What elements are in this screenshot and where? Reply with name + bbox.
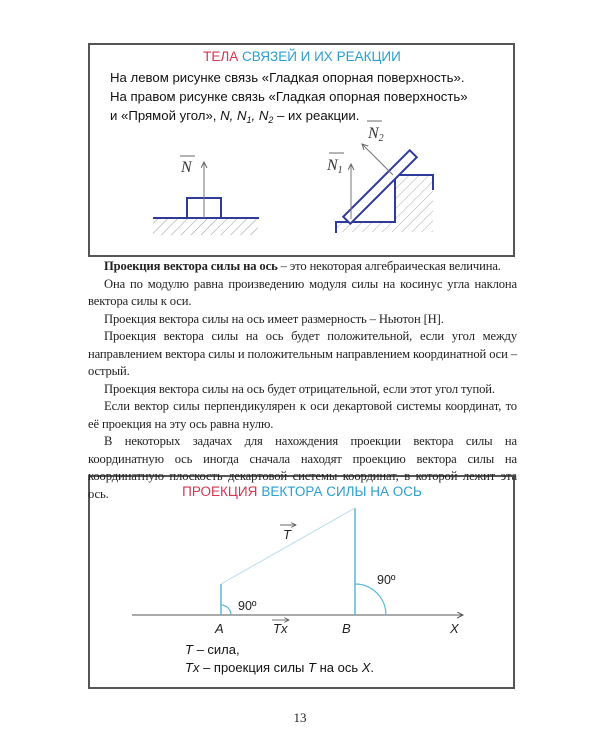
label-n: N — [181, 159, 192, 176]
page-number: 13 — [293, 710, 307, 725]
figure1-title: ТЕЛА СВЯЗЕЙ И ИХ РЕАКЦИИ — [203, 49, 401, 64]
figure1-line: На правом рисунке связь «Гладкая опорная поверхность» — [110, 89, 468, 104]
paragraph: Проекция вектора силы на ось – это некоторая алгебраическая величина. — [104, 259, 501, 273]
figure1-line: и «Прямой угол», N, $N_1$, $N_2$ – их реакции. — [110, 108, 360, 125]
paragraph: Проекция вектора силы на ось имеет размерность – Ньютон [Н]. — [104, 311, 444, 326]
label-t: T — [283, 527, 291, 542]
label-x: X — [450, 621, 459, 636]
paragraph: Проекция вектора силы на ось будет положительной, если угол между направлением вектора силы и положительным направлением координатной оси – острый. — [88, 329, 517, 378]
reaction-arrow-n2 — [362, 144, 393, 175]
label-a: A — [215, 621, 224, 636]
angle-label-a: 90º — [238, 599, 257, 613]
angle-arc-b — [355, 584, 386, 615]
paragraph: Она по модулю равна произведению модуля силы на косинус угла наклона вектора силы к оси. — [88, 276, 517, 308]
label-tx: Tx — [273, 621, 288, 636]
label-b: B — [342, 621, 351, 636]
figure1-line: На левом рисунке связь «Гладкая опорная поверхность». — [110, 70, 465, 85]
figure2-title: ПРОЕКЦИЯ ВЕКТОРА СИЛЫ НА ОСЬ — [182, 484, 422, 499]
angle-arc-a — [221, 605, 231, 615]
paragraph: В некоторых задачах для нахождения проекции вектора силы на координатную ось иногда сначала находят проекцию вектора силы на координатную плоскость декартовой системы координат, в которой лежит эта ось. — [88, 434, 517, 501]
term: Проекция вектора силы на ось — [104, 259, 278, 273]
body-text — [88, 258, 517, 503]
paragraph: Если вектор силы перпендикулярен к оси декартовой системы координат, то её проекция на эту ось равна нулю. — [88, 399, 517, 431]
paragraph: Проекция вектора силы на ось будет отрицательной, если этот угол тупой. — [104, 381, 495, 396]
label-n1: N1 — [327, 157, 343, 176]
angle-label-b: 90º — [377, 573, 396, 587]
legend-line: Tx – проекция силы T на ось X. — [185, 660, 374, 675]
ground-hatching — [153, 218, 258, 235]
label-n2: N2 — [368, 125, 384, 144]
legend-line: T – сила, — [185, 642, 240, 657]
vector-t — [221, 508, 355, 584]
